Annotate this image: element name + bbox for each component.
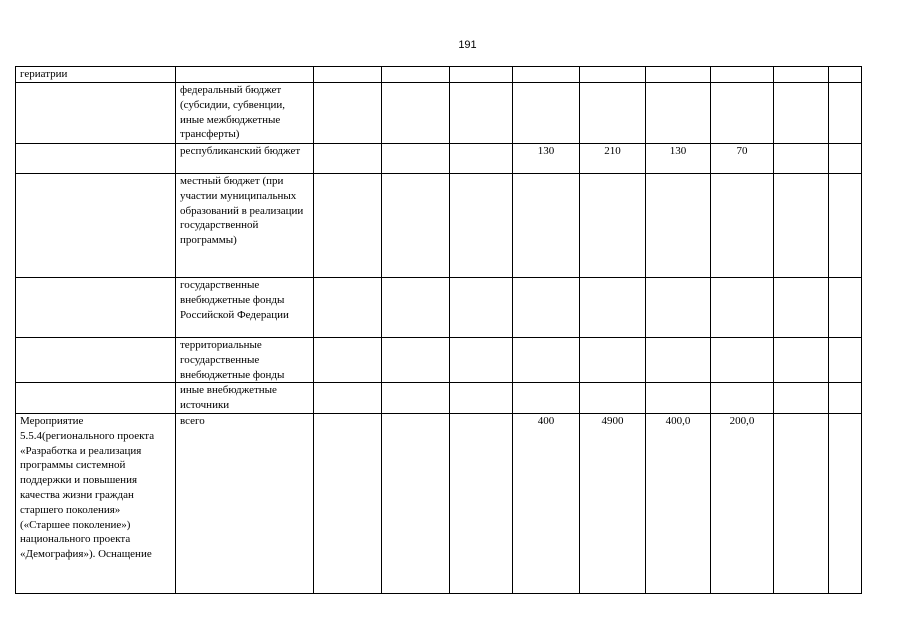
value-cell (382, 67, 450, 83)
value-cell (646, 338, 711, 383)
value-cell: 4900 (580, 413, 646, 593)
funding-source-cell: территориальные государственные внебюджетные фонды (176, 338, 314, 383)
value-cell (513, 278, 580, 338)
value-cell (382, 144, 450, 174)
value-cell (314, 413, 382, 593)
row-name-cell (16, 144, 176, 174)
table-row (16, 278, 862, 338)
table-row (16, 83, 862, 144)
funding-source-cell: иные внебюджетные источники (176, 383, 314, 414)
value-cell: 210 (580, 144, 646, 174)
value-cell (513, 83, 580, 144)
value-cell: 130 (513, 144, 580, 174)
value-cell (450, 174, 513, 278)
value-cell (774, 83, 829, 144)
value-cell (580, 338, 646, 383)
value-cell (580, 383, 646, 414)
value-cell: 400,0 (646, 413, 711, 593)
value-cell (646, 174, 711, 278)
value-cell: 130 (646, 144, 711, 174)
value-cell (829, 338, 862, 383)
value-cell (774, 413, 829, 593)
value-cell (314, 174, 382, 278)
value-cell (829, 278, 862, 338)
value-cell (774, 338, 829, 383)
value-cell (829, 174, 862, 278)
row-name-cell (16, 338, 176, 383)
value-cell (450, 383, 513, 414)
value-cell (450, 67, 513, 83)
budget-table (15, 66, 862, 594)
value-cell (646, 67, 711, 83)
value-cell (314, 278, 382, 338)
row-name-cell (16, 383, 176, 414)
value-cell (450, 338, 513, 383)
value-cell (513, 174, 580, 278)
value-cell (711, 278, 774, 338)
value-cell (450, 144, 513, 174)
funding-source-cell: всего (176, 413, 314, 593)
table-row (16, 413, 862, 593)
row-name-cell (16, 83, 176, 144)
value-cell (450, 278, 513, 338)
funding-source-cell (176, 67, 314, 83)
table-row (16, 338, 862, 383)
value-cell (646, 383, 711, 414)
value-cell: 400 (513, 413, 580, 593)
funding-source-cell: республиканский бюджет (176, 144, 314, 174)
value-cell (829, 67, 862, 83)
value-cell (774, 383, 829, 414)
value-cell (382, 278, 450, 338)
row-name-cell: Мероприятие 5.5.4(регионального проекта «Разработка и реализация программы системной поддержки и повышения качества жизни граждан старшего поколения» («Старшее поколение») национального проекта «Демография»). Оснащение (16, 413, 176, 593)
value-cell (829, 144, 862, 174)
value-cell (711, 338, 774, 383)
row-name-cell (16, 174, 176, 278)
table-row (16, 67, 862, 83)
value-cell (774, 278, 829, 338)
funding-source-cell: местный бюджет (при участии муниципальных образований в реализации государственной программы) (176, 174, 314, 278)
value-cell (774, 67, 829, 83)
row-name-cell (16, 278, 176, 338)
value-cell (382, 413, 450, 593)
value-cell (314, 83, 382, 144)
value-cell: 70 (711, 144, 774, 174)
value-cell (513, 383, 580, 414)
value-cell (450, 413, 513, 593)
value-cell (580, 83, 646, 144)
funding-source-cell: государственные внебюджетные фонды Российской Федерации (176, 278, 314, 338)
value-cell (646, 83, 711, 144)
value-cell (711, 67, 774, 83)
value-cell: 200,0 (711, 413, 774, 593)
value-cell (382, 83, 450, 144)
value-cell (580, 278, 646, 338)
value-cell (314, 338, 382, 383)
value-cell (711, 174, 774, 278)
table-row (16, 383, 862, 414)
value-cell (513, 67, 580, 83)
value-cell (646, 278, 711, 338)
value-cell (382, 174, 450, 278)
funding-source-cell: федеральный бюджет (субсидии, субвенции, иные межбюджетные трансферты) (176, 83, 314, 144)
value-cell (829, 383, 862, 414)
value-cell (513, 338, 580, 383)
table-row (16, 174, 862, 278)
value-cell (829, 413, 862, 593)
table-row (16, 144, 862, 174)
value-cell (774, 144, 829, 174)
value-cell (829, 83, 862, 144)
value-cell (314, 67, 382, 83)
value-cell (382, 383, 450, 414)
value-cell (711, 383, 774, 414)
value-cell (711, 83, 774, 144)
value-cell (382, 338, 450, 383)
value-cell (450, 83, 513, 144)
value-cell (774, 174, 829, 278)
row-name-cell: гериатрии (16, 67, 176, 83)
page-number: 191 (458, 39, 477, 51)
value-cell (314, 144, 382, 174)
value-cell (580, 67, 646, 83)
value-cell (314, 383, 382, 414)
value-cell (580, 174, 646, 278)
